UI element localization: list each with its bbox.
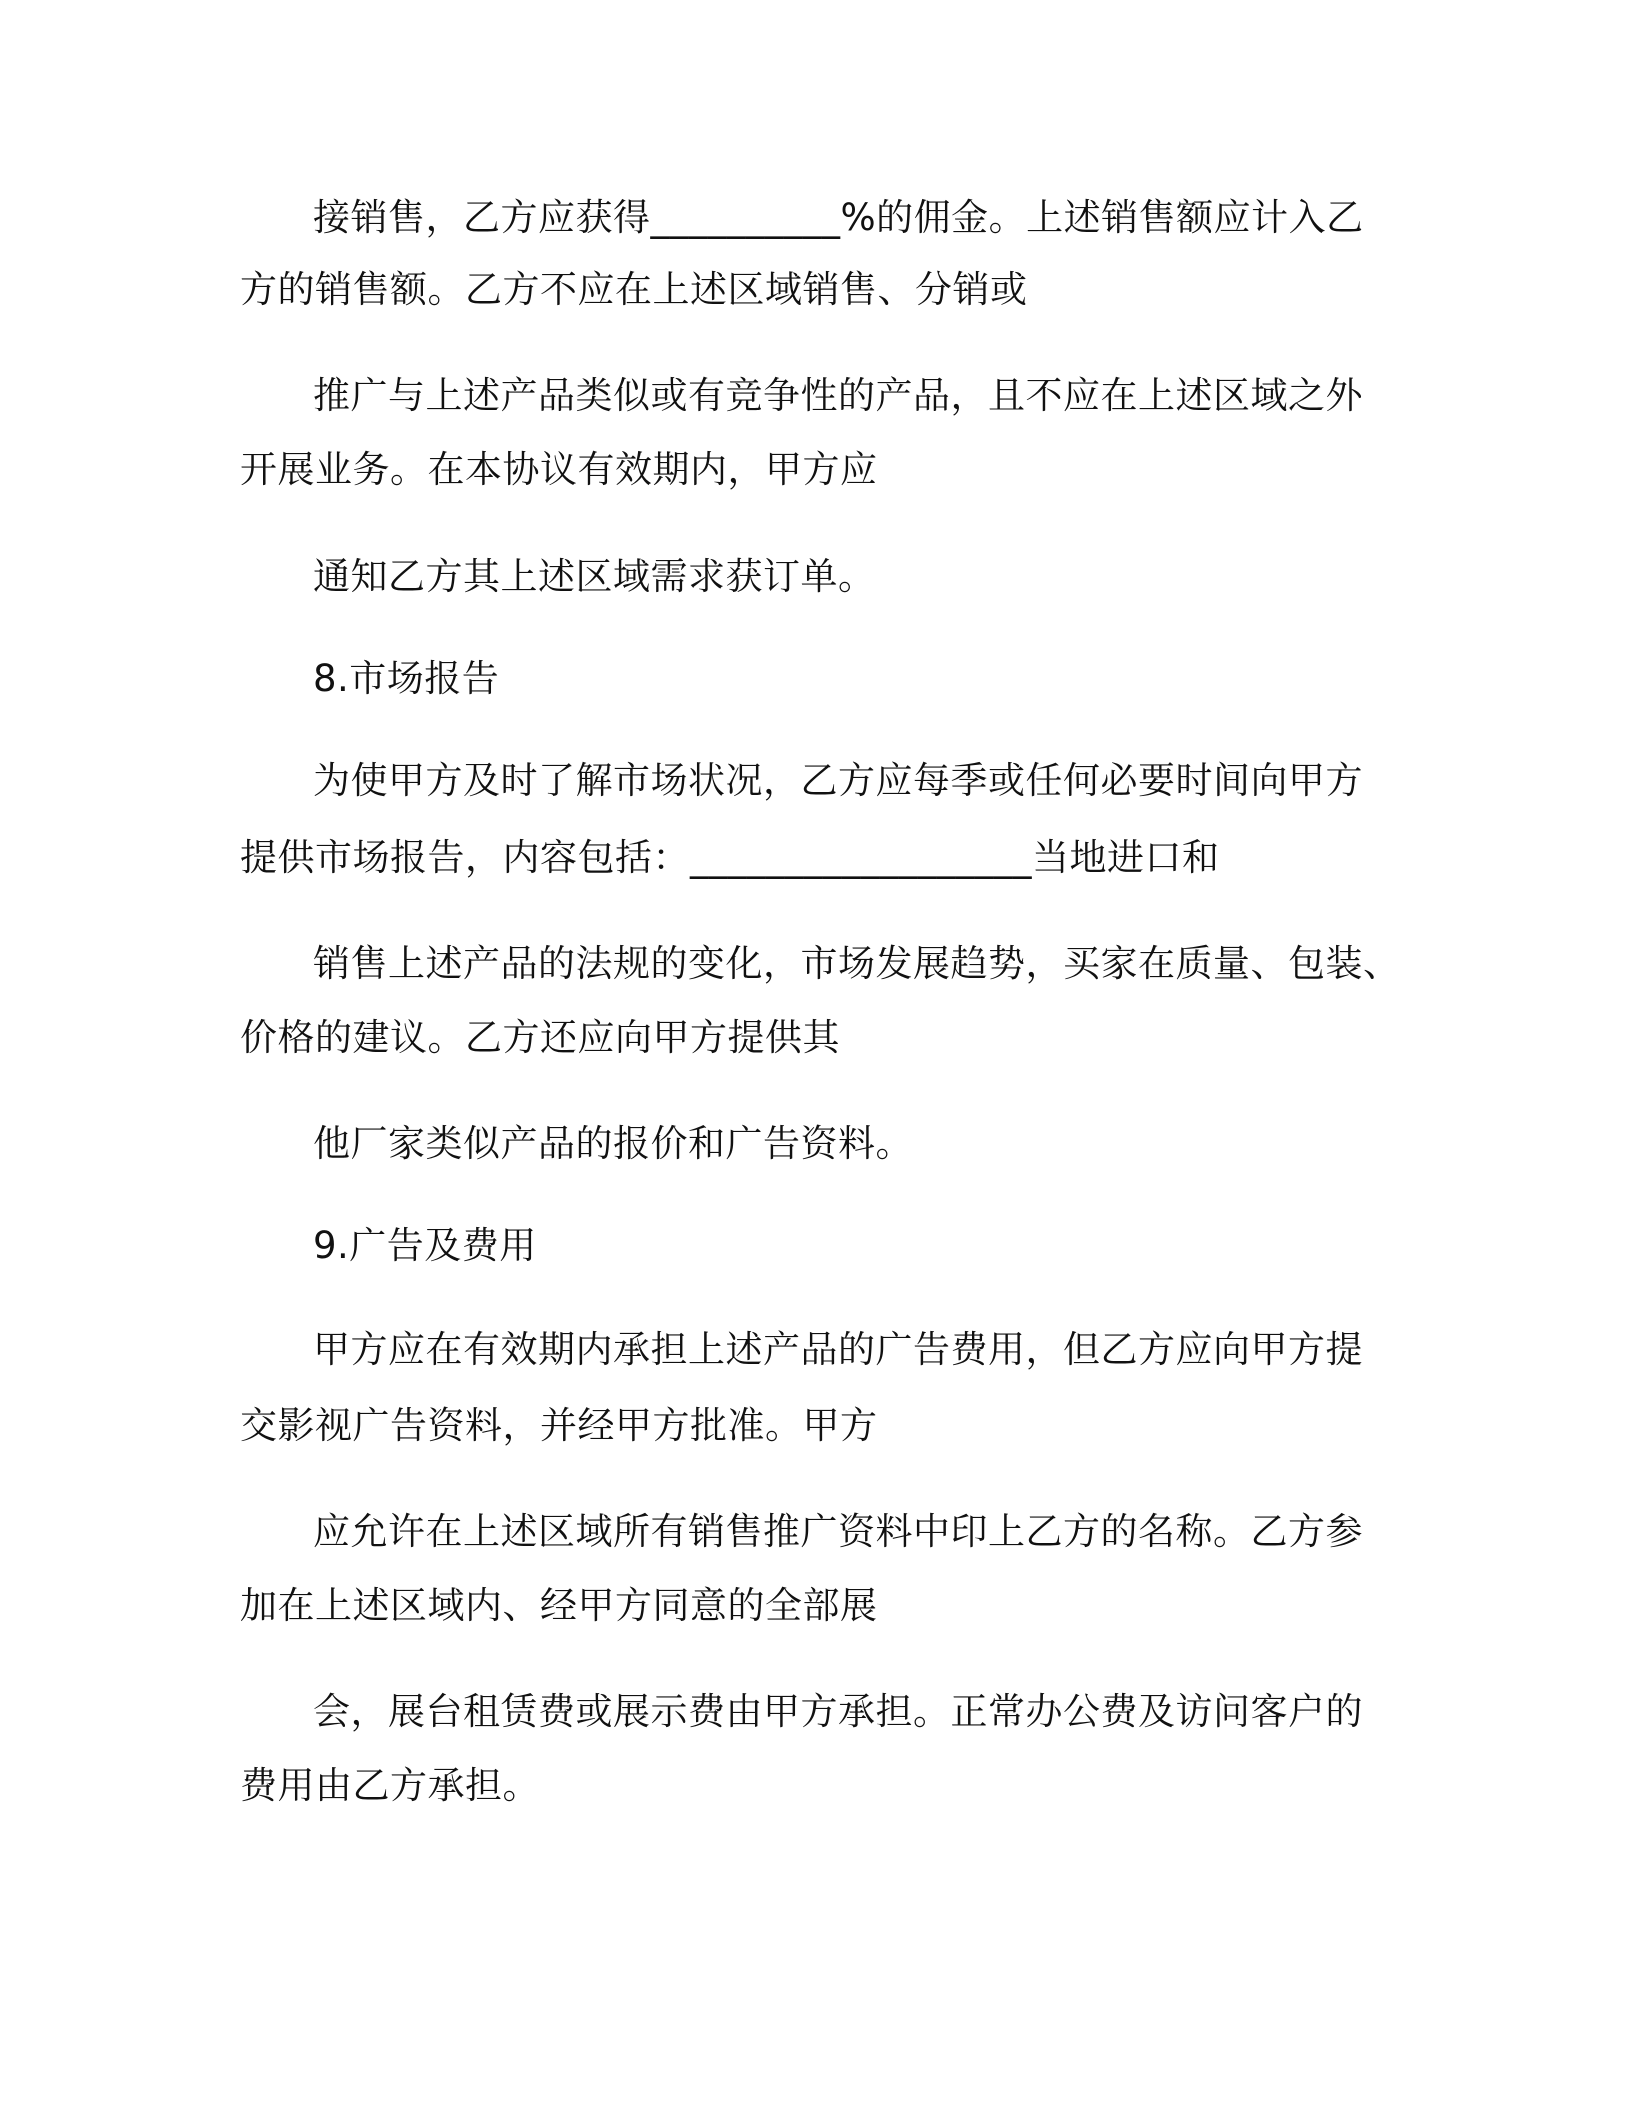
- paragraph-market-report-line-2: 提供市场报告，内容包括：__________________当地进口和: [240, 836, 1220, 879]
- paragraph-non-compete-line-1: 推广与上述产品类似或有竞争性的产品，且不应在上述区域之外: [313, 374, 1363, 417]
- section-heading-8: 8.市场报告: [313, 657, 500, 700]
- paragraph-regulations-line-2: 价格的建议。乙方还应向甲方提供其: [240, 1016, 840, 1059]
- paragraph-regulations-line-1: 销售上述产品的法规的变化，市场发展趋势，买家在质量、包装、: [313, 942, 1401, 985]
- section-heading-9: 9.广告及费用: [313, 1224, 537, 1267]
- paragraph-notify-line-1: 通知乙方其上述区域需求获订单。: [313, 555, 876, 598]
- paragraph-non-compete-line-2: 开展业务。在本协议有效期内，甲方应: [240, 448, 878, 491]
- paragraph-exhibition-line-1: 会，展台租赁费或展示费由甲方承担。正常办公费及访问客户的: [313, 1690, 1363, 1733]
- paragraph-ad-costs-line-1: 甲方应在有效期内承担上述产品的广告费用，但乙方应向甲方提: [313, 1328, 1363, 1371]
- paragraph-commission-line-1: 接销售，乙方应获得__________%的佣金。上述销售额应计入乙: [313, 196, 1364, 239]
- paragraph-commission-line-2: 方的销售额。乙方不应在上述区域销售、分销或: [240, 268, 1028, 311]
- paragraph-market-report-line-1: 为使甲方及时了解市场状况，乙方应每季或任何必要时间向甲方: [313, 759, 1363, 802]
- paragraph-exhibition-line-2: 费用由乙方承担。: [240, 1764, 540, 1807]
- paragraph-print-name-line-1: 应允许在上述区域所有销售推广资料中印上乙方的名称。乙方参: [313, 1510, 1363, 1553]
- paragraph-other-makers-line-1: 他厂家类似产品的报价和广告资料。: [313, 1122, 913, 1165]
- paragraph-print-name-line-2: 加在上述区域内、经甲方同意的全部展: [240, 1584, 878, 1627]
- paragraph-ad-costs-line-2: 交影视广告资料，并经甲方批准。甲方: [240, 1404, 878, 1447]
